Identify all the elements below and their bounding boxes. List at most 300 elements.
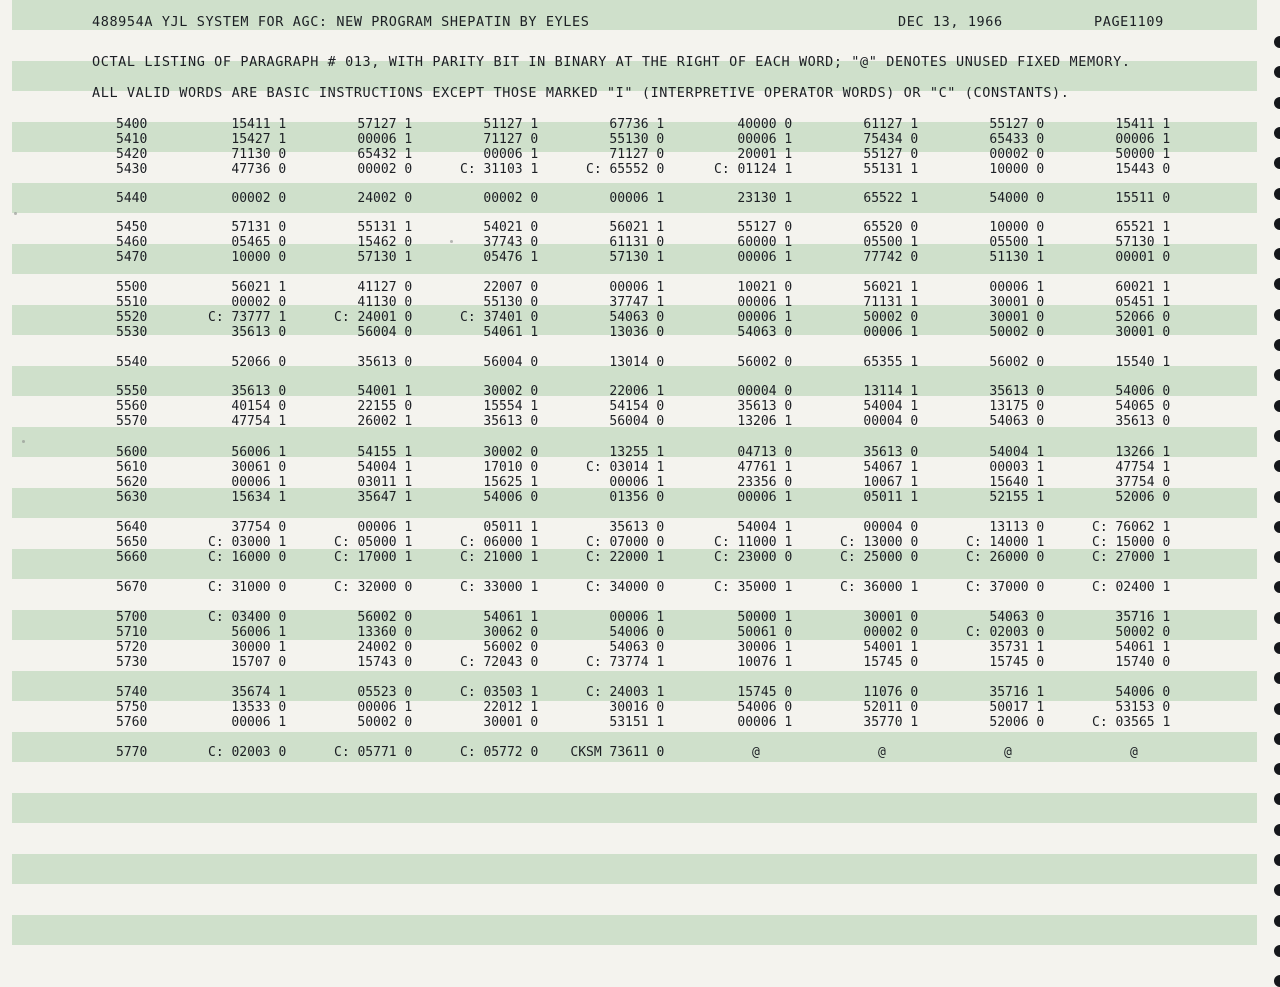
- octal-word: C: 24001 0: [334, 310, 413, 325]
- octal-word: 47754 1: [1115, 460, 1171, 475]
- octal-word: C: 24003 1: [586, 685, 665, 700]
- unused-memory-marker: @: [752, 745, 760, 760]
- octal-word: 35770 1: [863, 715, 919, 730]
- octal-word: C: 05771 0: [334, 745, 413, 760]
- octal-word: 05011 1: [483, 520, 539, 535]
- row-address: 5600: [116, 445, 148, 460]
- octal-word: 57130 1: [609, 250, 665, 265]
- listing-row: [0, 625, 1280, 640]
- row-address: 5700: [116, 610, 148, 625]
- listing-row: [0, 640, 1280, 655]
- octal-word: 15743 0: [357, 655, 413, 670]
- octal-word: 67736 1: [609, 117, 665, 132]
- octal-word: 05011 1: [863, 490, 919, 505]
- octal-word: 55131 1: [863, 162, 919, 177]
- octal-word: 54063 0: [737, 325, 793, 340]
- header-page-number: PAGE1109: [1094, 14, 1164, 30]
- octal-word: 57127 1: [357, 117, 413, 132]
- octal-word: C: 32000 0: [334, 580, 413, 595]
- octal-word: 56002 0: [989, 355, 1045, 370]
- row-address: 5560: [116, 399, 148, 414]
- octal-word: 77742 0: [863, 250, 919, 265]
- octal-word: 71131 1: [863, 295, 919, 310]
- octal-word: 00006 1: [357, 520, 413, 535]
- octal-word: 10067 1: [863, 475, 919, 490]
- listing-row: [0, 610, 1280, 625]
- octal-word: 00006 1: [1115, 132, 1171, 147]
- listing-row: [0, 250, 1280, 265]
- listing-row: [0, 685, 1280, 700]
- octal-word: 35613 0: [357, 355, 413, 370]
- octal-word: 35613 0: [1115, 414, 1171, 429]
- octal-word: 30006 1: [737, 640, 793, 655]
- listing-row: [0, 535, 1280, 550]
- row-address: 5440: [116, 191, 148, 206]
- octal-word: 55127 0: [863, 147, 919, 162]
- unused-memory-marker: @: [1130, 745, 1138, 760]
- paper-stripe: [12, 854, 1257, 884]
- row-address: 5540: [116, 355, 148, 370]
- octal-word: 55127 0: [989, 117, 1045, 132]
- row-address: 5450: [116, 220, 148, 235]
- octal-word: 00006 1: [357, 132, 413, 147]
- feed-hole: [1274, 733, 1280, 745]
- feed-hole: [1274, 824, 1280, 836]
- listing-row: [0, 384, 1280, 399]
- feed-hole: [1274, 945, 1280, 957]
- row-address: 5730: [116, 655, 148, 670]
- row-address: 5510: [116, 295, 148, 310]
- octal-word: 23356 0: [737, 475, 793, 490]
- octal-word: 30001 0: [1115, 325, 1171, 340]
- row-address: 5570: [116, 414, 148, 429]
- octal-word: 13266 1: [1115, 445, 1171, 460]
- octal-word: C: 07000 0: [586, 535, 665, 550]
- feed-hole: [1274, 672, 1280, 684]
- octal-word: 56002 0: [357, 610, 413, 625]
- description-line-1: OCTAL LISTING OF PARAGRAPH # 013, WITH PARITY BIT IN BINARY AT THE RIGHT OF EACH WORD; "@" DENOTES UNUSED FIXED MEMORY.: [92, 54, 1131, 70]
- octal-word: 13255 1: [609, 445, 665, 460]
- header-date: DEC 13, 1966: [898, 14, 1003, 30]
- octal-word: 00003 1: [989, 460, 1045, 475]
- octal-word: C: 06000 1: [460, 535, 539, 550]
- octal-word: 35731 1: [989, 640, 1045, 655]
- octal-word: 37754 0: [1115, 475, 1171, 490]
- octal-word: 15462 0: [357, 235, 413, 250]
- listing-row: [0, 355, 1280, 370]
- row-address: 5740: [116, 685, 148, 700]
- octal-word: 30000 1: [231, 640, 287, 655]
- octal-word: 71127 0: [483, 132, 539, 147]
- octal-word: 56021 1: [609, 220, 665, 235]
- listing-row: [0, 147, 1280, 162]
- octal-word: C: 03000 1: [208, 535, 287, 550]
- octal-word: C: 65552 0: [586, 162, 665, 177]
- octal-word: 00006 1: [231, 475, 287, 490]
- octal-word: 10000 0: [231, 250, 287, 265]
- octal-word: 24002 0: [357, 640, 413, 655]
- row-address: 5630: [116, 490, 148, 505]
- octal-word: 54155 1: [357, 445, 413, 460]
- listing-row: [0, 445, 1280, 460]
- octal-word: 65521 1: [1115, 220, 1171, 235]
- octal-word: 00006 1: [609, 191, 665, 206]
- octal-word: C: 36000 1: [840, 580, 919, 595]
- octal-word: 22155 0: [357, 399, 413, 414]
- octal-word: 57130 1: [357, 250, 413, 265]
- octal-word: 54154 0: [609, 399, 665, 414]
- row-address: 5720: [116, 640, 148, 655]
- row-address: 5410: [116, 132, 148, 147]
- octal-word: 60021 1: [1115, 280, 1171, 295]
- octal-word: 56002 0: [483, 640, 539, 655]
- octal-word: 54065 0: [1115, 399, 1171, 414]
- octal-word: 54001 1: [863, 640, 919, 655]
- octal-word: 15740 0: [1115, 655, 1171, 670]
- listing-row: [0, 550, 1280, 565]
- octal-word: 54021 0: [483, 220, 539, 235]
- row-address: 5650: [116, 535, 148, 550]
- octal-word: C: 17000 1: [334, 550, 413, 565]
- octal-word: C: 05000 1: [334, 535, 413, 550]
- octal-word: 03011 1: [357, 475, 413, 490]
- octal-word: 05500 1: [989, 235, 1045, 250]
- octal-word: 56006 1: [231, 625, 287, 640]
- octal-word: C: 03565 1: [1092, 715, 1171, 730]
- octal-word: 17010 0: [483, 460, 539, 475]
- row-address: 5750: [116, 700, 148, 715]
- octal-word: 50002 0: [863, 310, 919, 325]
- octal-word: C: 35000 1: [714, 580, 793, 595]
- octal-word: 52066 0: [231, 355, 287, 370]
- octal-word: 01356 0: [609, 490, 665, 505]
- row-address: 5500: [116, 280, 148, 295]
- listing-row: [0, 490, 1280, 505]
- octal-word: 13533 0: [231, 700, 287, 715]
- octal-word: 37743 0: [483, 235, 539, 250]
- octal-word: C: 14000 1: [966, 535, 1045, 550]
- octal-word: 50000 1: [737, 610, 793, 625]
- octal-word: 22006 1: [609, 384, 665, 399]
- row-address: 5520: [116, 310, 148, 325]
- octal-word: 55127 0: [737, 220, 793, 235]
- row-address: 5550: [116, 384, 148, 399]
- row-address: 5770: [116, 745, 148, 760]
- listing-row: [0, 655, 1280, 670]
- octal-word: 15745 0: [737, 685, 793, 700]
- listing-row: [0, 280, 1280, 295]
- octal-word: 05476 1: [483, 250, 539, 265]
- feed-hole: [1274, 66, 1280, 78]
- octal-word: C: 03400 0: [208, 610, 287, 625]
- feed-hole: [1274, 763, 1280, 775]
- octal-word: C: 31103 1: [460, 162, 539, 177]
- octal-word: 54061 1: [483, 325, 539, 340]
- octal-word: 54006 0: [609, 625, 665, 640]
- feed-hole: [1274, 884, 1280, 896]
- octal-word: C: 02400 1: [1092, 580, 1171, 595]
- octal-word: 37754 0: [231, 520, 287, 535]
- octal-word: 15511 0: [1115, 191, 1171, 206]
- listing-row: [0, 700, 1280, 715]
- octal-word: 56004 0: [609, 414, 665, 429]
- octal-word: 35716 1: [989, 685, 1045, 700]
- octal-word: 60000 1: [737, 235, 793, 250]
- octal-word: 30002 0: [483, 384, 539, 399]
- octal-word: 15640 1: [989, 475, 1045, 490]
- feed-hole: [1274, 915, 1280, 927]
- octal-word: 30062 0: [483, 625, 539, 640]
- octal-word: 00002 0: [989, 147, 1045, 162]
- listing-row: [0, 132, 1280, 147]
- feed-hole: [1274, 854, 1280, 866]
- octal-word: 15411 1: [1115, 117, 1171, 132]
- octal-word: 13206 1: [737, 414, 793, 429]
- octal-word: 15745 0: [863, 655, 919, 670]
- octal-word: 15634 1: [231, 490, 287, 505]
- octal-word: 54063 0: [989, 414, 1045, 429]
- listing-row: [0, 325, 1280, 340]
- octal-word: 71127 0: [609, 147, 665, 162]
- octal-word: 00004 0: [863, 520, 919, 535]
- octal-word: 13360 0: [357, 625, 413, 640]
- listing-row: [0, 580, 1280, 595]
- octal-word: 00002 0: [231, 191, 287, 206]
- octal-word: 35647 1: [357, 490, 413, 505]
- octal-word: 00006 1: [737, 310, 793, 325]
- listing-row: [0, 220, 1280, 235]
- octal-word: 00006 1: [989, 280, 1045, 295]
- listing-row: [0, 117, 1280, 132]
- octal-word: 00002 0: [483, 191, 539, 206]
- octal-word: C: 37401 0: [460, 310, 539, 325]
- listing-row: [0, 235, 1280, 250]
- octal-word: 04713 0: [737, 445, 793, 460]
- octal-word: 00001 0: [1115, 250, 1171, 265]
- octal-word: 10021 0: [737, 280, 793, 295]
- feed-hole: [1274, 97, 1280, 109]
- octal-word: C: 15000 0: [1092, 535, 1171, 550]
- octal-word: 23130 1: [737, 191, 793, 206]
- row-address: 5640: [116, 520, 148, 535]
- octal-word: 15427 1: [231, 132, 287, 147]
- octal-word: 05523 0: [357, 685, 413, 700]
- octal-word: 00006 1: [737, 250, 793, 265]
- octal-word: 00002 0: [357, 162, 413, 177]
- octal-word: 30002 0: [483, 445, 539, 460]
- octal-word: C: 16000 0: [208, 550, 287, 565]
- octal-word: 52006 0: [989, 715, 1045, 730]
- octal-word: 22012 1: [483, 700, 539, 715]
- octal-word: 35716 1: [1115, 610, 1171, 625]
- octal-word: 53151 1: [609, 715, 665, 730]
- octal-word: C: 26000 0: [966, 550, 1045, 565]
- octal-word: C: 11000 1: [714, 535, 793, 550]
- octal-word: 50002 0: [1115, 625, 1171, 640]
- octal-word: 35613 0: [609, 520, 665, 535]
- octal-word: C: 33000 1: [460, 580, 539, 595]
- octal-word: 10000 0: [989, 220, 1045, 235]
- octal-word: 54001 1: [357, 384, 413, 399]
- dust-speck: [22, 440, 25, 443]
- octal-word: 00006 1: [609, 475, 665, 490]
- octal-word: 57131 0: [231, 220, 287, 235]
- octal-word: 54006 0: [1115, 384, 1171, 399]
- octal-word: 15411 1: [231, 117, 287, 132]
- listing-row: [0, 475, 1280, 490]
- octal-word: 50002 0: [989, 325, 1045, 340]
- row-address: 5660: [116, 550, 148, 565]
- octal-word: 00006 1: [609, 610, 665, 625]
- feed-hole: [1274, 793, 1280, 805]
- octal-word: 40154 0: [231, 399, 287, 414]
- octal-word: 05465 0: [231, 235, 287, 250]
- octal-word: 15707 0: [231, 655, 287, 670]
- octal-word: 30001 0: [989, 310, 1045, 325]
- octal-word: C: 03014 1: [586, 460, 665, 475]
- listing-row: [0, 191, 1280, 206]
- octal-word: 24002 0: [357, 191, 413, 206]
- octal-word: 13014 0: [609, 355, 665, 370]
- row-address: 5670: [116, 580, 148, 595]
- octal-word: 00006 1: [737, 295, 793, 310]
- octal-word: 52011 0: [863, 700, 919, 715]
- octal-word: 65432 1: [357, 147, 413, 162]
- octal-word: 56004 0: [483, 355, 539, 370]
- row-address: 5420: [116, 147, 148, 162]
- octal-word: 00006 1: [483, 147, 539, 162]
- octal-word: C: 01124 1: [714, 162, 793, 177]
- octal-word: 37747 1: [609, 295, 665, 310]
- listing-row: [0, 399, 1280, 414]
- octal-word: 13175 0: [989, 399, 1045, 414]
- octal-word: 15625 1: [483, 475, 539, 490]
- octal-word: 57130 1: [1115, 235, 1171, 250]
- octal-word: 56002 0: [737, 355, 793, 370]
- octal-word: 35613 0: [737, 399, 793, 414]
- octal-word: 15540 1: [1115, 355, 1171, 370]
- octal-word: 00006 1: [231, 715, 287, 730]
- octal-word: 00006 1: [357, 700, 413, 715]
- octal-word: 41130 0: [357, 295, 413, 310]
- octal-word: C: 05772 0: [460, 745, 539, 760]
- octal-word: 55130 0: [483, 295, 539, 310]
- octal-word: 41127 0: [357, 280, 413, 295]
- row-address: 5430: [116, 162, 148, 177]
- octal-word: 52006 0: [1115, 490, 1171, 505]
- octal-word: 54063 0: [609, 640, 665, 655]
- octal-word: 00006 1: [737, 132, 793, 147]
- octal-word: 65433 0: [989, 132, 1045, 147]
- octal-word: C: 03503 1: [460, 685, 539, 700]
- octal-word: 54004 1: [357, 460, 413, 475]
- row-address: 5760: [116, 715, 148, 730]
- octal-word: 30061 0: [231, 460, 287, 475]
- octal-word: 47754 1: [231, 414, 287, 429]
- feed-hole: [1274, 369, 1280, 381]
- row-address: 5620: [116, 475, 148, 490]
- header-title: 488954A YJL SYSTEM FOR AGC: NEW PROGRAM SHEPATIN BY EYLES: [92, 14, 590, 30]
- octal-word: 30016 0: [609, 700, 665, 715]
- octal-word: 26002 1: [357, 414, 413, 429]
- octal-word: C: 21000 1: [460, 550, 539, 565]
- listing-row: [0, 295, 1280, 310]
- octal-word: 35613 0: [483, 414, 539, 429]
- octal-word: 20001 1: [737, 147, 793, 162]
- feed-hole: [1274, 430, 1280, 442]
- octal-word: 54063 0: [989, 610, 1045, 625]
- octal-word: 54004 1: [863, 399, 919, 414]
- octal-word: 35613 0: [863, 445, 919, 460]
- row-address: 5460: [116, 235, 148, 250]
- octal-word: 54006 0: [1115, 685, 1171, 700]
- octal-word: 56004 0: [357, 325, 413, 340]
- octal-word: 71130 0: [231, 147, 287, 162]
- octal-word: 11076 0: [863, 685, 919, 700]
- octal-word: 54004 1: [989, 445, 1045, 460]
- octal-word: 00006 1: [737, 715, 793, 730]
- octal-word: 00002 0: [231, 295, 287, 310]
- feed-hole: [1274, 36, 1280, 48]
- octal-word: 61127 1: [863, 117, 919, 132]
- octal-word: 51127 1: [483, 117, 539, 132]
- octal-word: 52066 0: [1115, 310, 1171, 325]
- paper-stripe: [12, 793, 1257, 823]
- octal-word: C: 73777 1: [208, 310, 287, 325]
- octal-word: 00004 0: [863, 414, 919, 429]
- octal-word: 61131 0: [609, 235, 665, 250]
- octal-word: 56021 1: [863, 280, 919, 295]
- octal-word: 00006 1: [609, 280, 665, 295]
- octal-word: 53153 0: [1115, 700, 1171, 715]
- unused-memory-marker: @: [1004, 745, 1012, 760]
- octal-word: 00006 1: [737, 490, 793, 505]
- octal-word: 54061 1: [1115, 640, 1171, 655]
- listing-row: [0, 414, 1280, 429]
- octal-word: 30001 0: [863, 610, 919, 625]
- octal-word: 00004 0: [737, 384, 793, 399]
- octal-word: 54000 0: [989, 191, 1045, 206]
- octal-word: 35613 0: [989, 384, 1045, 399]
- octal-word: 55130 0: [609, 132, 665, 147]
- octal-word: C: 02003 0: [966, 625, 1045, 640]
- octal-word: 15554 1: [483, 399, 539, 414]
- octal-word: C: 76062 1: [1092, 520, 1171, 535]
- octal-word: C: 31000 0: [208, 580, 287, 595]
- octal-word: 51130 1: [989, 250, 1045, 265]
- octal-word: 54004 1: [737, 520, 793, 535]
- octal-word: 30001 0: [989, 295, 1045, 310]
- listing-row: [0, 745, 1280, 760]
- octal-word: C: 37000 0: [966, 580, 1045, 595]
- octal-word: 75434 0: [863, 132, 919, 147]
- octal-word: 13114 1: [863, 384, 919, 399]
- paper-stripe: [12, 915, 1257, 945]
- listing-row: [0, 162, 1280, 177]
- octal-word: 65522 1: [863, 191, 919, 206]
- octal-word: C: 02003 0: [208, 745, 287, 760]
- octal-word: 00002 0: [863, 625, 919, 640]
- octal-word: CKSM 73611 0: [570, 745, 665, 760]
- octal-word: 54006 0: [737, 700, 793, 715]
- octal-word: C: 25000 0: [840, 550, 919, 565]
- octal-word: 13113 0: [989, 520, 1045, 535]
- octal-word: 50002 0: [357, 715, 413, 730]
- octal-word: C: 27000 1: [1092, 550, 1171, 565]
- octal-word: 54067 1: [863, 460, 919, 475]
- listing-row: [0, 520, 1280, 535]
- listing-row: [0, 715, 1280, 730]
